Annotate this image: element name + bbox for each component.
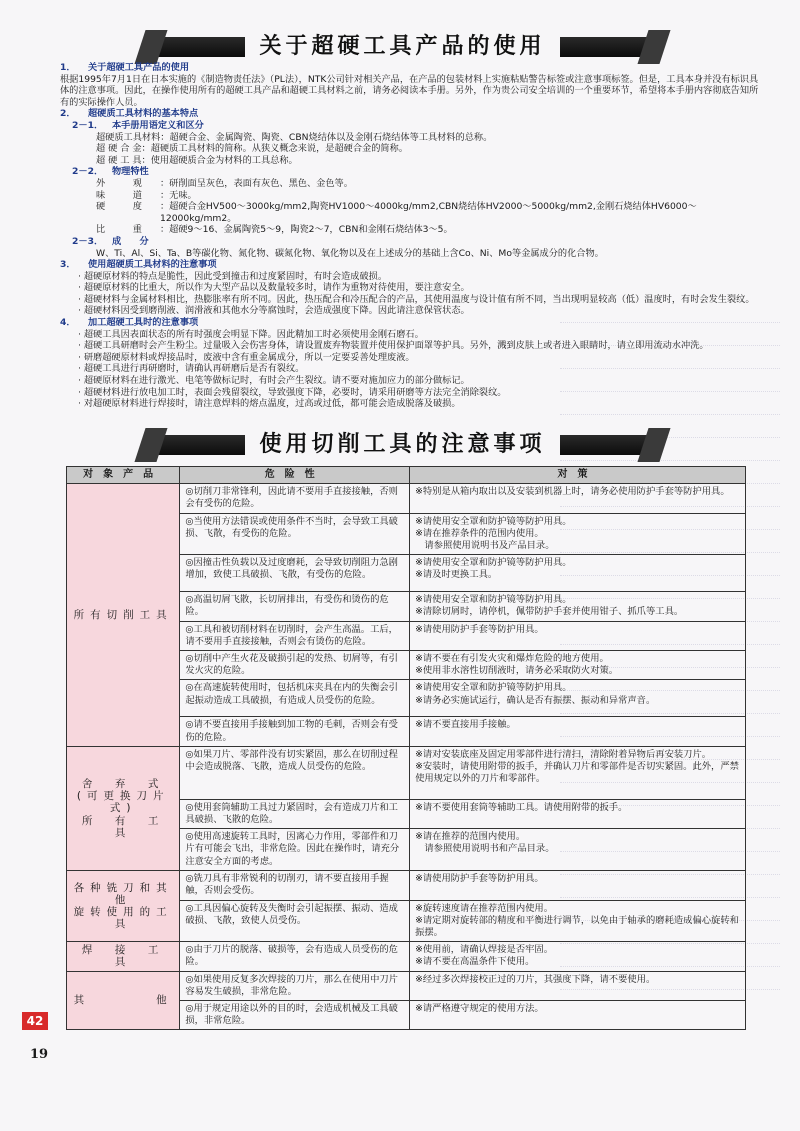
- measure-cell: ※请对安装底座及固定用零部件进行清扫，清除附着异物后再安装刀片。 ※安装时，请使用附带的扳手，并确认刀片和零部件是否切实紧固。此外，严禁使用规定以外的刀片和零部件。: [410, 746, 746, 799]
- hazard-cell: ◎如果刀片、零部件没有切实紧固，那么在切削过程中会造成脱落、飞散，造成人员受伤的危险。: [180, 746, 410, 799]
- caution-item: · 超硬原材料的特点是脆性，因此受到撞击和过度紧固时，有时会造成破损。: [78, 270, 388, 282]
- section-3-number: 3．: [60, 259, 76, 271]
- hazard-cell: ◎如果使用反复多次焊接的刀片，那么在使用中刀片容易发生破损，非常危险。: [180, 971, 410, 1000]
- measure-cell: ※请使用安全罩和防护镜等防护用具。 ※请及时更换工具。: [410, 555, 746, 592]
- table-row: [67, 971, 746, 1000]
- section-1-body: 根据1995年7月1日在日本实施的《制造物责任法》（PL法），NTK公司针对相关产品，在产品的包装材料上实施粘贴警告标签或注意事项标签。但是，工具本身并没有标识具体的注意事项。因此，在操作使用所有的超硬工具产品和超硬工具材料之前，请务必阅读本手册。另外，作为贵公司安全培训的一个重要环节，希望将本手册内容彻底告知所有的实际操作人员。: [60, 73, 759, 108]
- definition-line: 超硬质工具材料：超硬合金、金属陶瓷、陶瓷、CBN烧结体以及金刚石烧结体等工具材料的总称。: [96, 131, 493, 143]
- section-2-2-title: 物理特性: [112, 166, 149, 178]
- hazard-cell: ◎切削中产生火花及破损引起的发热、切屑等，有引发火灾的危险。: [180, 651, 410, 680]
- section-4-title: 加工超硬工具时的注意事项: [88, 317, 199, 329]
- processing-item: · 超硬工具因表面状态的所有时强度会明显下降。因此精加工时必须使用金刚石磨石。: [78, 328, 424, 340]
- hazard-cell: ◎使用高速旋转工具时，因离心力作用，零部件和刀片有可能会飞出，非常危险。因此在操作时，请充分注意安全方面的考虑。: [180, 829, 410, 871]
- section-2-1-title: 本手册用语定义和区分: [112, 119, 204, 131]
- safety-table: [66, 466, 746, 1030]
- hazard-cell: ◎工具因偏心旋转及失衡时会引起振摆、振动、造成破损、飞散，致使人员受伤。: [180, 900, 410, 942]
- section-heading-top: [150, 30, 655, 64]
- measure-cell: ※使用前，请确认焊接是否牢固。 ※请不要在高温条件下使用。: [410, 942, 746, 971]
- table-row: [67, 746, 746, 799]
- measure-cell: ※请使用防护手套等防护用具。: [410, 621, 746, 650]
- hazard-cell: ◎高温切屑飞散，长切屑排出，有受伤和烫伤的危险。: [180, 592, 410, 621]
- intro-notes: [60, 62, 760, 410]
- measure-cell: ※请在推荐的范围内使用。 请参照使用说明书和产品目录。: [410, 829, 746, 871]
- measure-cell: ※请严格遵守规定的使用方法。: [410, 1001, 746, 1030]
- measure-cell: ※请使用安全罩和防护镜等防护用具。 ※请务必实施试运行，确认是否有振摆、振动和异常声音。: [410, 680, 746, 717]
- section-3-title: 使用超硬质工具材料的注意事项: [88, 259, 217, 271]
- hazard-cell: ◎请不要直接用手接触到加工物的毛刺，否则会有受伤的危险。: [180, 717, 410, 746]
- heading-top-title: 关于超硬工具产品的使用: [245, 30, 559, 64]
- measure-cell: ※请不要直接用手接触。: [410, 717, 746, 746]
- hazard-cell: ◎铣刀具有非常锐利的切削刃，请不要直接用手握触，否则会受伤。: [180, 871, 410, 900]
- property-key: 硬 度: [96, 201, 142, 213]
- header-measure: 对策: [410, 467, 746, 484]
- definition-line: 超 硬 合 金：超硬质工具材料的简称。从狭义概念来说，是超硬合金的简称。: [96, 143, 408, 155]
- definition-line: 超 硬 工 具：使用超硬质合金为材料的工具总称。: [96, 154, 298, 166]
- measure-cell: ※请不要在有引发火灾和爆炸危险的地方使用。 ※使用非水溶性切削液时，请务必采取防火对策。: [410, 651, 746, 680]
- hazard-cell: ◎因撞击性负载以及过度磨耗，会导致切削阻力急剧增加，致使工具破损、飞散，有受伤的危险。: [180, 555, 410, 592]
- section-2-2-number: 2－2．: [72, 166, 104, 178]
- section-heading-table: [150, 428, 655, 462]
- header-category: 对象产品: [67, 467, 180, 484]
- header-hazard: 危险性: [180, 467, 410, 484]
- measure-cell: ※请使用安全罩和防护镜等防护用具。 ※清除切屑时，请停机，佩带防护手套并使用钳子、抓爪等工具。: [410, 592, 746, 621]
- processing-item: · 对超硬原材料进行焊接时，请注意焊料的熔点温度，过高或过低，都可能会造成脱落及破损。: [78, 398, 461, 410]
- processing-item: · 超硬材料进行放电加工时，表面会残留裂纹，导致强度下降，必要时，请采用研磨等方法完全消除裂纹。: [78, 386, 507, 398]
- section-4-number: 4．: [60, 317, 76, 329]
- measure-cell: ※经过多次焊接校正过的刀片，其强度下降，请不要使用。: [410, 971, 746, 1000]
- measure-cell: ※请使用防护手套等防护用具。: [410, 871, 746, 900]
- category-cell: 所有切削工具: [67, 484, 180, 747]
- category-cell: 各种铣刀和其他 旋转使用的工具: [67, 871, 180, 942]
- processing-item: · 研磨超硬原材料或焊接品时，废液中含有重金属成分，所以一定要妥善处理废液。: [78, 351, 415, 363]
- measure-cell: ※旋转速度请在推荐范围内使用。 ※请定期对旋转部的精度和平衡进行调节，以免由于轴承的磨耗造成偏心旋转和振摆。: [410, 900, 746, 942]
- property-value: ：超硬9～16、金属陶瓷5～9，陶瓷2～7，CBN和金刚石烧结体3～5。: [160, 224, 453, 236]
- hazard-cell: ◎切削刀非常锋利，因此请不要用手直接接触，否则会有受伤的危险。: [180, 484, 410, 513]
- section-2-3-number: 2－3．: [72, 235, 104, 247]
- heading-table-title: 使用切削工具的注意事项: [245, 428, 559, 462]
- hazard-cell: ◎由于刀片的脱落、破损等，会有造成人员受伤的危险。: [180, 942, 410, 971]
- property-key: 比 重: [96, 224, 142, 236]
- hazard-cell: ◎用于规定用途以外的目的时，会造成机械及工具破损，非常危险。: [180, 1001, 410, 1030]
- physical-properties: [60, 178, 760, 236]
- property-value: ：研削面呈灰色，表面有灰色、黑色、金色等。: [160, 177, 353, 189]
- page-badge: 42: [22, 1012, 48, 1030]
- processing-item: · 超硬原材料在进行激光、电笔等做标记时，有时会产生裂纹。请不要对施加应力的部分做标记。: [78, 375, 470, 387]
- table-row: [67, 942, 746, 971]
- section-2-title: 超硬质工具材料的基本特点: [88, 108, 199, 120]
- section-2-3-title: 成 分: [112, 235, 149, 247]
- measure-cell: ※特别是从箱内取出以及安装到机器上时，请务必使用防护手套等防护用具。: [410, 484, 746, 513]
- property-key: 味 道: [96, 189, 142, 201]
- category-cell: 焊 接 工 具: [67, 942, 180, 971]
- property-key: 外 观: [96, 177, 142, 189]
- category-cell: 其 他: [67, 971, 180, 1030]
- caution-item: · 超硬原材料的比重大，所以作为大型产品以及数量较多时，请作为重物对待使用，要注意安全。: [78, 282, 470, 294]
- hazard-cell: ◎使用套筒辅助工具过力紧固时，会有造成刀片和工具破损、飞散的危险。: [180, 799, 410, 828]
- property-value: ：超硬合金HV500～3000kg/mm2,陶瓷HV1000～4000kg/mm2,CBN烧结体HV2000～5000kg/mm2,金刚石烧结体HV6000～12000kg/mm2。: [160, 201, 697, 224]
- measure-cell: ※请不要使用套筒等辅助工具。请使用附带的扳手。: [410, 799, 746, 828]
- hazard-cell: ◎工具和被切削材料在切削时，会产生高温。工后，请不要用手直接接触，否则会有烫伤的危险。: [180, 621, 410, 650]
- table-row: [67, 484, 746, 513]
- caution-item: · 超硬材料因受到磨削液、润滑液和其他水分等腐蚀时，会造成强度下降。因此请注意保管状态。: [78, 305, 470, 317]
- processing-item: · 超硬工具进行再研磨时，请确认再研磨后是否有裂纹。: [78, 363, 305, 375]
- hazard-cell: ◎在高速旋转使用时，包括机床夹具在内的失衡会引起振动造成工具破损，有造成人员受伤的危险。: [180, 680, 410, 717]
- section-1-title: 关于超硬工具产品的使用: [88, 62, 190, 73]
- table-row: [67, 871, 746, 900]
- property-value: ：无味。: [160, 189, 197, 201]
- section-1-number: 1．: [60, 62, 76, 73]
- composition-text: W、Ti、Al、Si、Ta、B等碳化物、氮化物、碳氮化物、氧化物以及在上述成分的基础上含Co、Ni、Mo等金属成分的化合物。: [96, 247, 604, 259]
- section-2-1-number: 2－1．: [72, 119, 104, 131]
- hazard-cell: ◎当使用方法错误或使用条件不当时，会导致工具破损、飞散，有受伤的危险。: [180, 513, 410, 555]
- category-cell: 舍 弃 式 (可更换刀片式) 所 有 工 具: [67, 746, 180, 870]
- page-number: 19: [30, 1047, 49, 1062]
- processing-item: · 超硬工具研磨时会产生粉尘。过量吸入会伤害身体，请设置废弃物装置并使用保护面罩等护具。另外，溅到皮肤上或者进入眼睛时，请立即用流动水冲洗。: [78, 340, 709, 352]
- measure-cell: ※请使用安全罩和防护镜等防护用具。 ※请在推荐条件的范围内使用。 请参照使用说明书及产品目录。: [410, 513, 746, 555]
- caution-item: · 超硬材料与金属材料相比，热膨胀率有所不同。因此，热压配合和冷压配合的产品，其使用温度与设计值有所不同，当出现明显较高（低）温度时，有时会发生裂纹。: [78, 293, 755, 305]
- section-2-number: 2．: [60, 108, 76, 120]
